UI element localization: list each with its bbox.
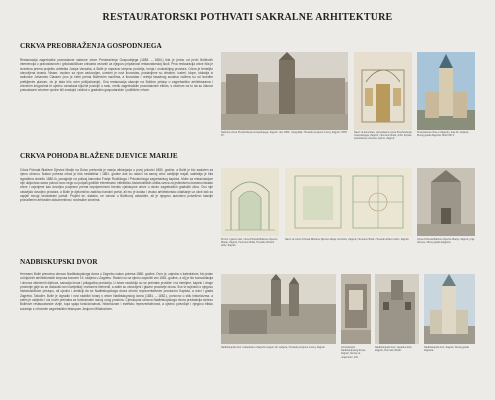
caption-9: Nadbiskupski dvor, zapadno krilo, Zagreb, Hermann Bollé. (375, 346, 413, 353)
section-heading-2: CRKVA POHODA BLAŽENE DJEVICE MARIJE (20, 152, 178, 160)
iconostasis-drawing (354, 52, 412, 130)
section-heading-1: CRKVA PREOBRAŽENJA GOSPODNJEGA (20, 42, 162, 50)
caption-5: Nacrt za crkvu Pohoda Blažene Djevice Marije na Dolcu, Zagreb, Hermann Bollé, Hrvatski državni arhiv, Zagreb. (285, 238, 410, 241)
caption-7: Nadbiskupski dvor i katedrala u Zagrebu krajem 19. stoljeća, Hrvatski povijesni muzej, Zagreb. (221, 346, 326, 349)
caption-3: Pravoslavna crkva u Zagrebu, kraj 19. stoljeća, Muzej grada Zagreba, MGZ 6071. (417, 131, 469, 138)
page-title: RESTAURATORSKI POTHVATI SAKRALNE ARHITEKTURE (102, 12, 393, 23)
caption-4: Prozor i glavni ulaz, crkva Pohoda Blažene Djevice Marije, Zagreb, Hermann Bollé, Hrvatski državni arhiv, Zagreb. (221, 238, 278, 248)
church-tower-photo (417, 52, 475, 130)
section-text-3: Hermann Bollé preuzima obnovu Nadbiskupskoga dvora u Zagrebu nakon potresa 1880. godine. Dvor je, zajedno s katedralom, bio jedan od ključnih arhitektonskih korpusa koncem 19. stoljeća u Zagrebu. Radovi su na njemu započeli već 1881. godine, a cilj je bio konsolidacija i obnova oštećenih dijelova, sanacija krova i prilagodba prostorija. U istom razdoblju su se preinake proširile i na interijere, kapelu i druge prostorije gdje su se dodavali novi namještaj i rezbareni elementi, a zatim su obnovljeni i glavne prostorije dvora. Sve to svjedoči o njegovu historicističkom pristupu, ali ujedno i ambiciji da se Nadbiskupskoga dvora obnovi reprezentativnim prostorom Kaptola, a crkvi i grada Zagreba. Također, Bollé je izgradio i novi stubišni toranj s vrtom Nadbiskupskog dvora (1881. – 1882.), ponovno u stilu historicizma, a zatim je uslijedio i niz novih preinaka za funkcionalni razvoj ovog prostora. Cjelokupna obnova Nadbiskupskoga dvora predstavlja sintezu Bolléove restauratorske vizije, koja spaja funkcionalnost, historicizam i estetsku reprezentativnost, a ujedno potvrđuje i njegovu blisku suradnju s vrhovnim zagrebačkim biskupom Josipom Mihalovićem. (20, 272, 213, 311)
caption-6: Crkva Pohoda Blažene Djevice Marije, Zagreb, prije obnove, Muzej grada Zagreba. (417, 238, 475, 245)
caption-10: Nadbiskupski dvor, Zagreb, Muzej grada Zagreba. (424, 346, 469, 353)
archbishop-palace-photo (221, 274, 336, 344)
palace-interior-photo (341, 274, 371, 344)
section-text-1: Restauracija zagrebačke pravoslavne saborne crkve Preobraženja Gospodnjega (1883. – 1884.) bila je jedno od prvih Bolléovih intervencija u pravoslavnom i grkokatoličkom crkvama vezanih za njegovu pripadnost restauratorskoj školi. Prva restauracija crkve bila je izvedena prema projektu arhitekta Josipa Vancaša, a Bollé je napravio izmjenu pročelja, tornja i unutrašnjeg prostora. Crkva je temeljito obnovljena izvana. Nisam, osobno sa njom zadovoljan, uveden je novi ikonostas, postavljene su vitražne, lusteri, klupe, stolarija iz radionice Johannes Classen (ovo je četiri prema Bolléovim nacrtima, a ikonostas i retreja fasadnog sustava vođena su od izvedbe pretkljenim planom, do je tada bilo ovim priključivanje). Ova restauracija ukazuje na Bolléov pristup u zagrebačkim arhitekturama i crkvenim krugovima te ujedno označava ključne pozicije u radu, među zagrebačkim pravoslavnim elitom, s obzirom na to da su članovi pravoslavne crkvene općine bili značajni i aktivni u gradskim gospodarskim i političkim vrhom. (20, 58, 213, 93)
palace-tower-photo (424, 274, 475, 344)
portal-drawing (221, 168, 279, 236)
section-text-2: Crkva Pohoda Blažene Djevice Marije na Dolcu pretvorila je manja otklonjanja u prvoj polovici 1880. godine, a Bollé je bio zadužen za njenu obnovu. Nakon potresa crkva je bila nestabilna i 1881. godine dok su radovi na samoj crkvi ozbiljnije trajali, sakristija je bila izgrađena između 1880-ih, ponajprije na poticaj kanonika Franje Rudičkoga i Privostolnoga zagrebačkog kaptola. Motiv za restauracijom nije ukljucivao samo pohod novo nego su potpali gotičkih elemenata i eklektičko-historicističkih oblika sveza za jedinstvenu baroknu fasadu crkve i ocjenjene kao dovoljno povjesne prema nepripremnom brendu cjelokupne crkve u okviru zagrebačkih gradskih ulica. Ovo nije ostavljalo dovoljno prostora, a Bollé je djelomično zadržao barokni portal, ali mu je dodao i visoko arhitektonsko olakšanje uz okvir dok su uspjeli mnogi neodabrani portali. Projekt se, dakako, ne odnosi u Bolléovoj ostavštini, ali je njegovo autorstvo potvrđeno kasnije pronađenim arhivskim dokumentima i novinskim izvorima. (20, 168, 213, 203)
church-facade-photo (417, 168, 475, 236)
caption-2: Nacrt za ikonostas, pravoslavna crkva Preobraženja Gospodnjega, Zagreb, Hermann Bollé, Arhiv Srpske pravoslavne crkvene općine, Zagreb. (354, 131, 412, 141)
church-plan-drawing (285, 168, 412, 236)
church-street-photo (221, 52, 348, 130)
caption-1: Saborna crkva Preobraženja Gospodnjega, Zagreb, oko 1890., fotografija: Hrvatski povijesni muzej, Zagreb, HPM 87. (221, 131, 347, 138)
caption-8: Unutrašnjost Nadbiskupskog dvora, Zagreb, Muzej za umjetnost i obrt. (341, 346, 366, 359)
section-heading-3: NADBISKUPSKI DVOR (20, 258, 98, 266)
palace-wing-photo (375, 274, 419, 344)
